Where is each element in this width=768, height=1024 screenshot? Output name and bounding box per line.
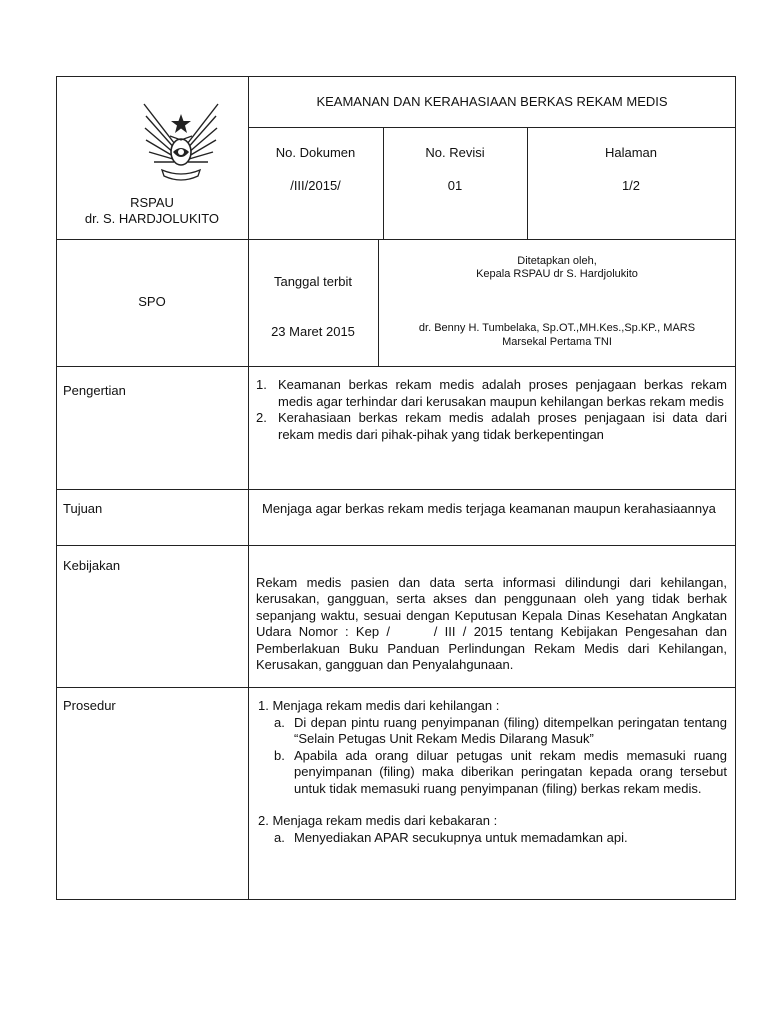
section-label-kebijakan: Kebijakan — [63, 558, 121, 573]
approved-by: Ditetapkan oleh, — [517, 255, 597, 267]
section-label-tujuan: Tujuan — [63, 501, 103, 516]
revision-value: 01 — [447, 178, 463, 193]
procedure-substep: a. Menyediakan APAR secukupnya untuk memadamkan api. — [274, 829, 628, 845]
section-label-pengertian: Pengertian — [63, 383, 126, 398]
prosedur-list — [258, 698, 727, 846]
list-item: 1. Keamanan berkas rekam medis adalah proses penjagaan berkas rekam medis agar terhindar dari kerusakan maupun kehilangan berkas rekam medis — [256, 377, 727, 409]
emblem-logo-icon — [140, 96, 222, 184]
page-value: 1/2 — [621, 178, 641, 193]
spo-label: SPO — [138, 294, 166, 309]
pengertian-list — [256, 377, 727, 443]
document-title: KEAMANAN DAN KERAHASIAAN BERKAS REKAM MEDIS — [316, 94, 668, 109]
procedure-step: 2. Menjaga rekam medis dari kebakaran : a. Menyediakan APAR secukupnya untuk memadamkan api. — [258, 813, 727, 846]
page-label: Halaman — [604, 145, 658, 160]
doc-number-label: No. Dokumen — [275, 145, 356, 160]
list-item: 2. Kerahasiaan berkas rekam medis adalah proses penjagaan isi data dari rekam medis dari pihak-pihak yang tidak berkepentingan — [256, 410, 727, 442]
revision-label: No. Revisi — [425, 145, 485, 160]
procedure-substep: b. Apabila ada orang diluar petugas unit rekam medis memasuki ruang penyimpanan (filing) maka diberikan peringatan kepada orang tersebut untuk tidak memasuki ruang penyimpanan (filing) berkas rekam medis. — [274, 747, 727, 796]
issue-date-value: 23 Maret 2015 — [271, 324, 355, 339]
kebijakan-text: Rekam medis pasien dan data serta informasi dilindungi dari kehilangan, kerusakan, gangguan, serta akses dan penggunaan oleh yang tidak berhak sepanjang waktu, sesuai dengan Keputusan Kepala Dinas Kesehatan Angkatan Udara Nomor : Kep / / III / 2015 tentang Kebijakan Pengesahan dan Pemberlakuan Buku Panduan Perlindungan Rekam Medis dari Kehilangan, Kerusakan, gangguan dan Penyalahgunaan. — [256, 574, 727, 672]
org-name: RSPAU — [130, 195, 174, 210]
approver-name: dr. Benny H. Tumbelaka, Sp.OT.,MH.Kes.,Sp.KP., MARS — [418, 322, 696, 334]
procedure-substep: a. Di depan pintu ruang penyimpanan (filing) ditempelkan peringatan tentang “Selain Petugas Unit Rekam Medis Dilarang Masuk” — [274, 714, 727, 746]
issue-date-label: Tanggal terbit — [273, 274, 353, 289]
approver-rank: Marsekal Pertama TNI — [502, 336, 612, 348]
org-director: dr. S. HARDJOLUKITO — [84, 211, 220, 226]
section-label-prosedur: Prosedur — [63, 698, 116, 713]
tujuan-text: Menjaga agar berkas rekam medis terjaga keamanan maupun kerahasiaannya — [262, 501, 716, 516]
approver-title: Kepala RSPAU dr S. Hardjolukito — [476, 268, 638, 280]
procedure-step: 1. Menjaga rekam medis dari kehilangan : a. Di depan pintu ruang penyimpanan (filing) ditempelkan peringatan tentang “Selain Petugas Unit Rekam Medis Dilarang Masuk” b. Apabila ada orang diluar petugas unit rekam medis memasuki ruang penyimpanan (filing) maka diberikan peringatan kepada orang tersebut untuk tidak memasuki ruang penyimpanan (filing) berkas rekam medis. — [258, 698, 727, 796]
doc-number-value: /III/2015/ — [290, 178, 341, 193]
